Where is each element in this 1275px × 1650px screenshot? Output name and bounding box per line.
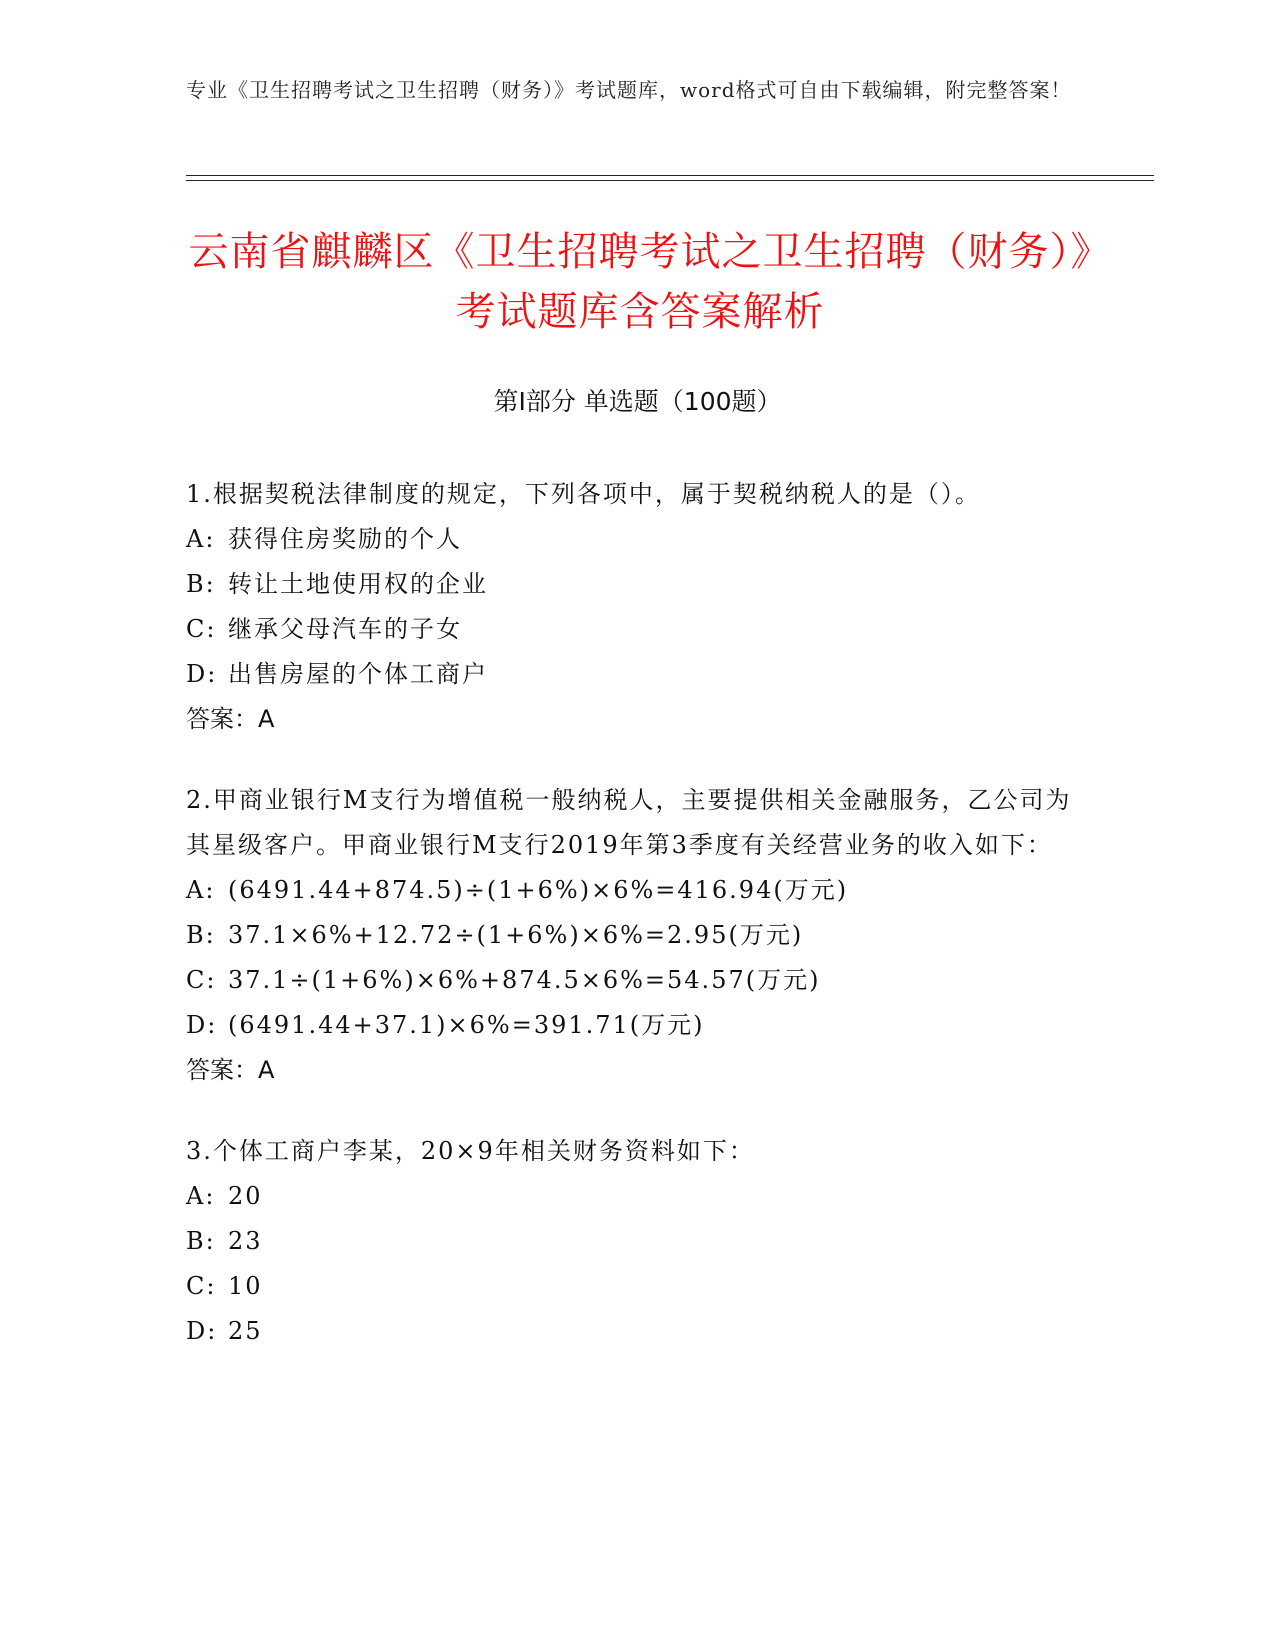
question-list — [186, 472, 1076, 1390]
option-letter: A: — [186, 525, 216, 553]
option-letter: A: — [186, 1182, 216, 1210]
option-a — [186, 1174, 1076, 1219]
header-divider-bottom — [186, 180, 1154, 181]
option-letter: B: — [186, 1227, 216, 1255]
section-heading: 第Ⅰ部分 单选题（100题） — [493, 387, 782, 416]
option-b — [186, 913, 1076, 958]
option-letter: B: — [186, 570, 216, 598]
option-text: 37.1×6%+12.72÷(1+6%)×6%=2.95(万元) — [228, 921, 804, 949]
option-text: 37.1÷(1+6%)×6%+874.5×6%=54.57(万元) — [228, 966, 821, 994]
option-letter: D: — [186, 1317, 218, 1345]
option-letter: C: — [186, 615, 217, 643]
question-1 — [186, 472, 1076, 742]
option-d — [186, 1309, 1076, 1354]
option-text: 获得住房奖励的个人 — [228, 525, 462, 553]
header-note: 专业《卫生招聘考试之卫生招聘（财务）》考试题库，word格式可自由下载编辑，附完整答案！ — [186, 78, 1072, 102]
answer-line: 答案：A — [186, 1056, 275, 1084]
option-a — [186, 517, 1076, 562]
question-3 — [186, 1129, 1076, 1354]
question-2 — [186, 778, 1076, 1093]
option-text: (6491.44+874.5)÷(1+6%)×6%=416.94(万元) — [228, 876, 849, 904]
option-c — [186, 1264, 1076, 1309]
option-letter: C: — [186, 966, 217, 994]
answer-line: 答案：A — [186, 705, 275, 733]
option-letter: D: — [186, 1011, 218, 1039]
question-stem: 1.根据契税法律制度的规定，下列各项中，属于契税纳税人的是（）。 — [186, 480, 981, 508]
option-letter: D: — [186, 660, 218, 688]
option-letter: C: — [186, 1272, 217, 1300]
option-d — [186, 1003, 1076, 1048]
option-text: 继承父母汽车的子女 — [228, 615, 462, 643]
option-letter: B: — [186, 921, 216, 949]
option-text: (6491.44+37.1)×6%=391.71(万元) — [228, 1011, 705, 1039]
option-b — [186, 1219, 1076, 1264]
option-text: 出售房屋的个体工商户 — [228, 660, 488, 688]
header-divider-top — [186, 175, 1154, 176]
option-b — [186, 562, 1076, 607]
option-text: 10 — [228, 1272, 263, 1300]
option-text: 25 — [228, 1317, 263, 1345]
option-text: 23 — [228, 1227, 263, 1255]
question-stem: 2.甲商业银行M支行为增值税一般纳税人，主要提供相关金融服务，乙公司为其星级客户。甲商业银行M支行2019年第3季度有关经营业务的收入如下： — [186, 786, 1072, 859]
option-text: 20 — [228, 1182, 263, 1210]
option-a — [186, 868, 1076, 913]
document-title: 云南省麒麟区《卫生招聘考试之卫生招聘（财务）》考试题库含答案解析 — [188, 229, 1092, 335]
question-stem: 3.个体工商户李某，20×9年相关财务资料如下： — [186, 1137, 755, 1165]
option-c — [186, 958, 1076, 1003]
option-c — [186, 607, 1076, 652]
option-text: 转让土地使用权的企业 — [228, 570, 488, 598]
option-letter: A: — [186, 876, 216, 904]
option-d — [186, 652, 1076, 697]
